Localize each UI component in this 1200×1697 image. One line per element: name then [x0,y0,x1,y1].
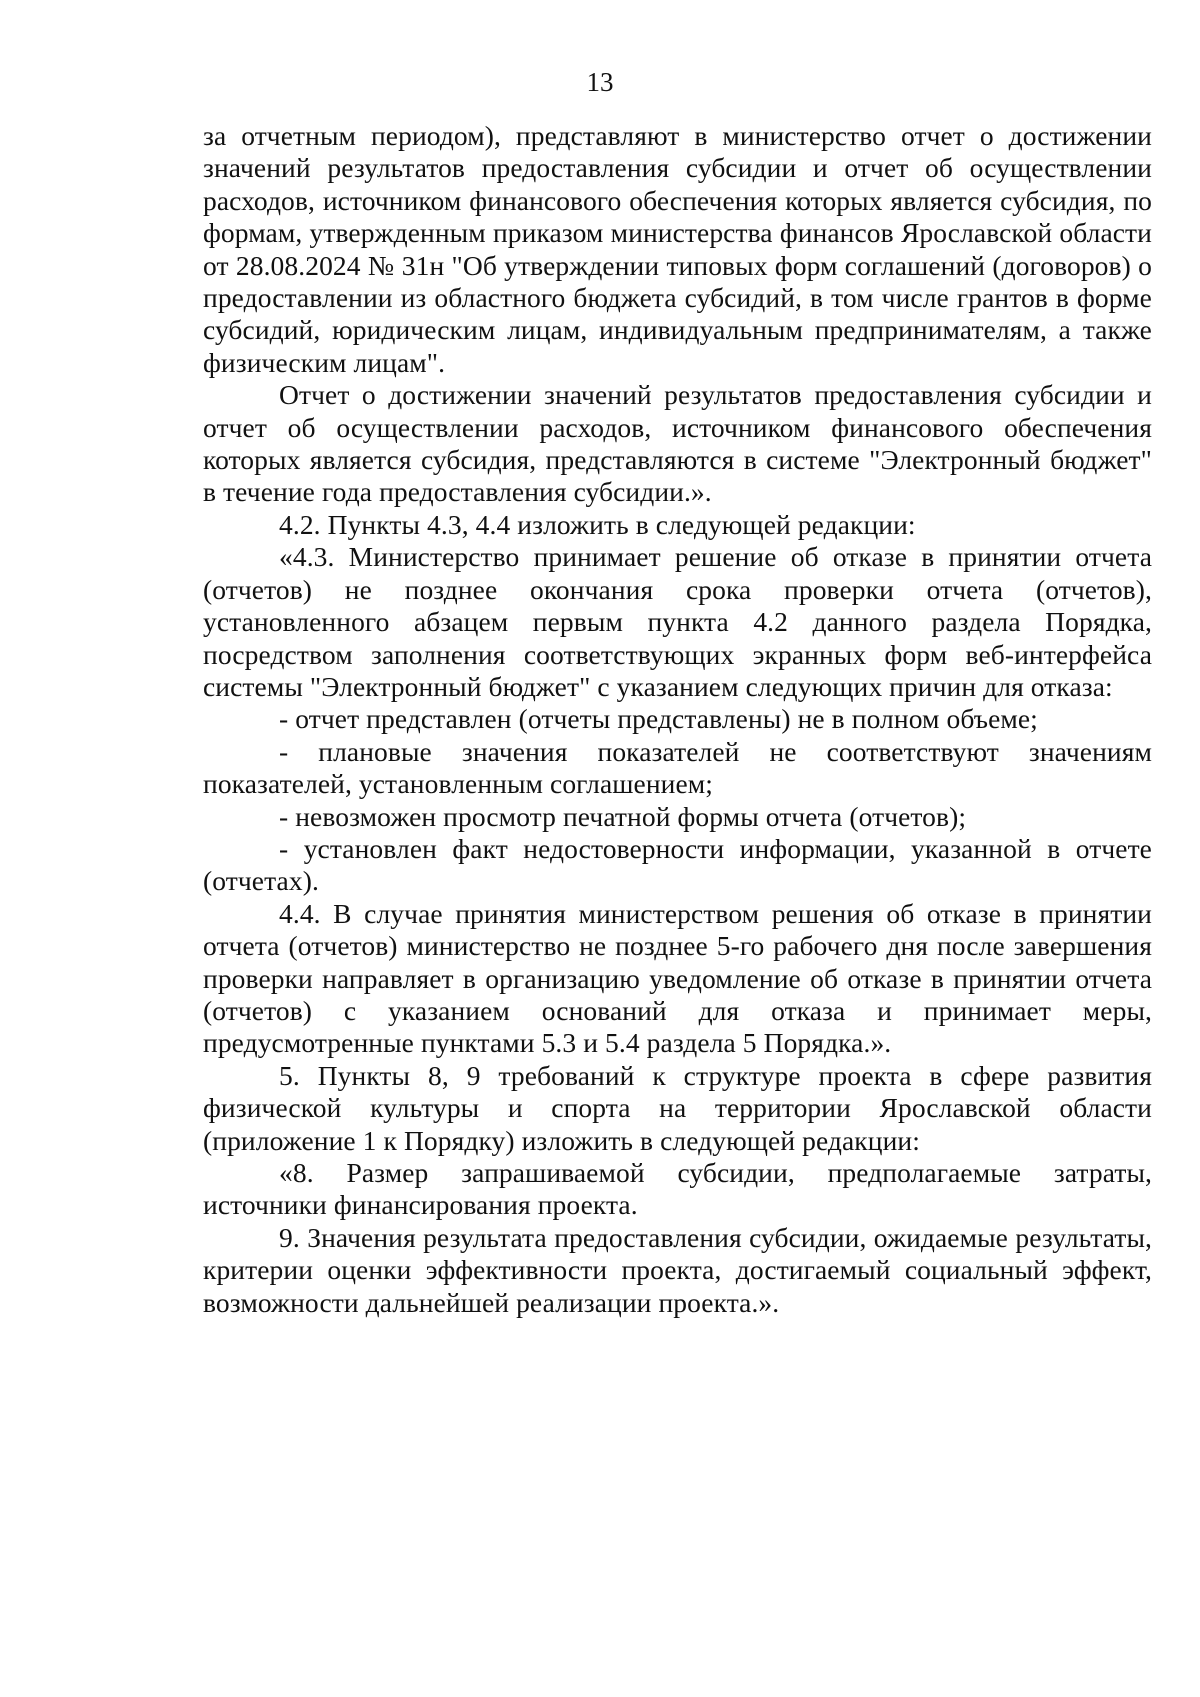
paragraph-amendment-4-2: 4.2. Пункты 4.3, 4.4 изложить в следующей редакции: [279,508,916,540]
paragraph-item-4-3: «4.3. Министерство принимает решение об отказе в принятии отчета (отчетов) не позднее окончания срока проверки отчета (отчетов), установленного абзацем первым пункта 4.2 данного раздела Порядка, посредством заполнения соответствующих экранных форм веб-интерфейса системы "Электронный бюджет" с указанием следующих причин для отказа: [203,541,1152,702]
document-body [203,120,1152,1319]
paragraph-item-4-4: 4.4. В случае принятия министерством решения об отказе в принятии отчета (отчетов) министерство не позднее 5-го рабочего дня после завершения проверки направляет в организацию уведомление об отказе в принятии отчета (отчетов) с указанием оснований для отказа и принимает меры, предусмотренные пунктами 5.3 и 5.4 раздела 5 Порядка.». [203,897,1152,1059]
paragraph-item-9: 9. Значения результата предоставления субсидии, ожидаемые результаты, критерии оценки эффективности проекта, достигаемый социальный эффект, возможности дальнейшей реализации проекта.». [203,1221,1152,1318]
list-item-reason-1: - отчет представлен (отчеты представлены) не в полном объеме; [279,703,1038,735]
paragraph-item-8: «8. Размер запрашиваемой субсидии, предполагаемые затраты, источники финансирования проекта. [203,1157,1152,1221]
paragraph-report-submission: Отчет о достижении значений результатов предоставления субсидии и отчет об осуществлении расходов, источником финансового обеспечения которых является субсидия, представляются в системе "Электронный бюджет" в течение года предоставления субсидии.». [203,379,1152,508]
page-number: 13 [586,67,614,97]
list-item-reason-2: - плановые значения показателей не соответствуют значениям показателей, установленным соглашением; [203,735,1152,800]
paragraph-amendment-5: 5. Пункты 8, 9 требований к структуре проекта в сфере развития физической культуры и спорта на территории Ярославской области (приложение 1 к Порядку) изложить в следующей редакции: [203,1059,1152,1156]
paragraph-continuation: за отчетным периодом), представляют в министерство отчет о достижении значений результатов предоставления субсидии и отчет об осуществлении расходов, источником финансового обеспечения которых является субсидия, по формам, утвержденным приказом министерства финансов Ярославской области от 28.08.2024 № 31н "Об утверждении типовых форм соглашений (договоров) о предоставлении из областного бюджета субсидий, в том числе грантов в форме субсидий, юридическим лицам, индивидуальным предпринимателям, а также физическим лицам". [203,120,1152,378]
list-item-reason-3: - невозможен просмотр печатной формы отчета (отчетов); [279,800,967,832]
list-item-reason-4: - установлен факт недостоверности информации, указанной в отчете (отчетах). [203,832,1152,897]
